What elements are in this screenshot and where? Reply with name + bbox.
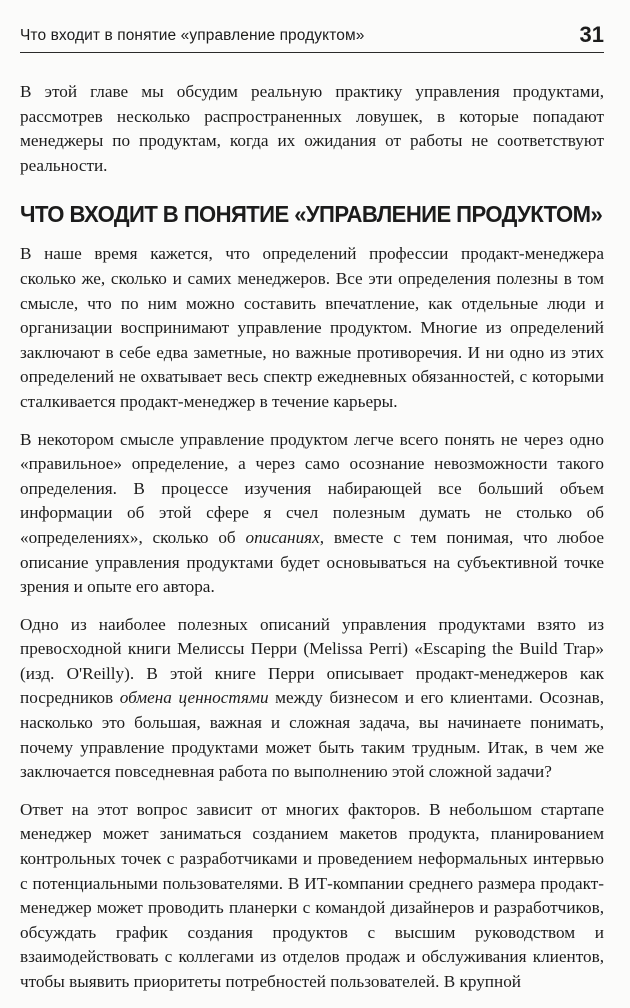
- paragraph-text: , вместе с тем понимая, что любое описание управления продуктами будет основываться на субъективной точке зрения и опыте его автора.: [20, 527, 605, 597]
- page-content: [20, 80, 604, 1008]
- paragraph-perri: [20, 613, 604, 785]
- section-heading: ЧТО ВХОДИТ В ПОНЯТИЕ «УПРАВЛЕНИЕ ПРОДУКТОМ»: [20, 201, 603, 228]
- book-page: [20, 0, 604, 1000]
- intro-paragraph: В этой главе мы обсудим реальную практику управления продуктами, рассмотрев несколько распространенных ловушек, в которые попадают менеджеры по продуктам, когда их ожидания от работы не соответствуют реальности.: [20, 82, 604, 175]
- running-title: Что входит в понятие «управление продуктом»: [20, 27, 365, 44]
- paragraph-answer: Ответ на этот вопрос зависит от многих факторов. В небольшом стартапе менеджер может заниматься созданием макетов продукта, планированием контрольных точек с разработчиками и проведением неформальных интервью с потенциальными пользователями. В ИТ-компании среднего размера продакт-менеджер может проводить планерки с командой дизайнеров и разработчиков, обсуждать график создания продуктов с высшим руководством и взаимодействовать с коллегами из отделов продаж и обслуживания клиентов, чтобы выявить приоритеты потребностей пользователей. В крупной: [20, 799, 604, 991]
- paragraph-text: между бизнесом и его клиентами. Осознав, насколько это большая, важная и сложная задача, вы начинаете понимать, почему управление продуктами может быть таким трудным. Итак, в чем же заключается повседневная работа по выполнению этой сложной задачи?: [20, 688, 605, 782]
- emphasis-text: описаниях: [245, 527, 320, 547]
- page-number: 31: [579, 22, 604, 47]
- paragraph-definitions: В наше время кажется, что определений профессии продакт-менеджера сколько же, сколько и самих менеджеров. Все эти определения полезны в том смысле, что по ним можно составить впечатление, как отдельные люди и организации воспринимают управление продуктом. Многие из определений заключают в себе едва заметные, но важные противоречия. И ни одно из этих определений не охватывает весь спектр ежедневных обязанностей, с которыми сталкивается продакт-менеджер в течение карьеры.: [20, 244, 604, 411]
- paragraph-text: В некотором смысле управление продуктом легче всего понять не через одно «правильное» определение, а через само осознание невозможности такого определения. В процессе изучения набирающей все больший объем информации об этой сфере я счел полезным думать не столько об «определениях», сколько об: [20, 429, 604, 547]
- emphasis-text: обмена ценностями: [119, 688, 269, 708]
- paragraph-descriptions: [20, 428, 604, 600]
- running-header: [20, 22, 604, 53]
- paragraph-text: Одно из наиболее полезных описаний управления продуктами взято из превосходной книги Мелиссы Перри (Melissa Perri) «Escaping the Build Trap» (изд. O'Reilly). В этой книге Перри описывает продакт-менеджеров как посредников: [20, 614, 604, 708]
